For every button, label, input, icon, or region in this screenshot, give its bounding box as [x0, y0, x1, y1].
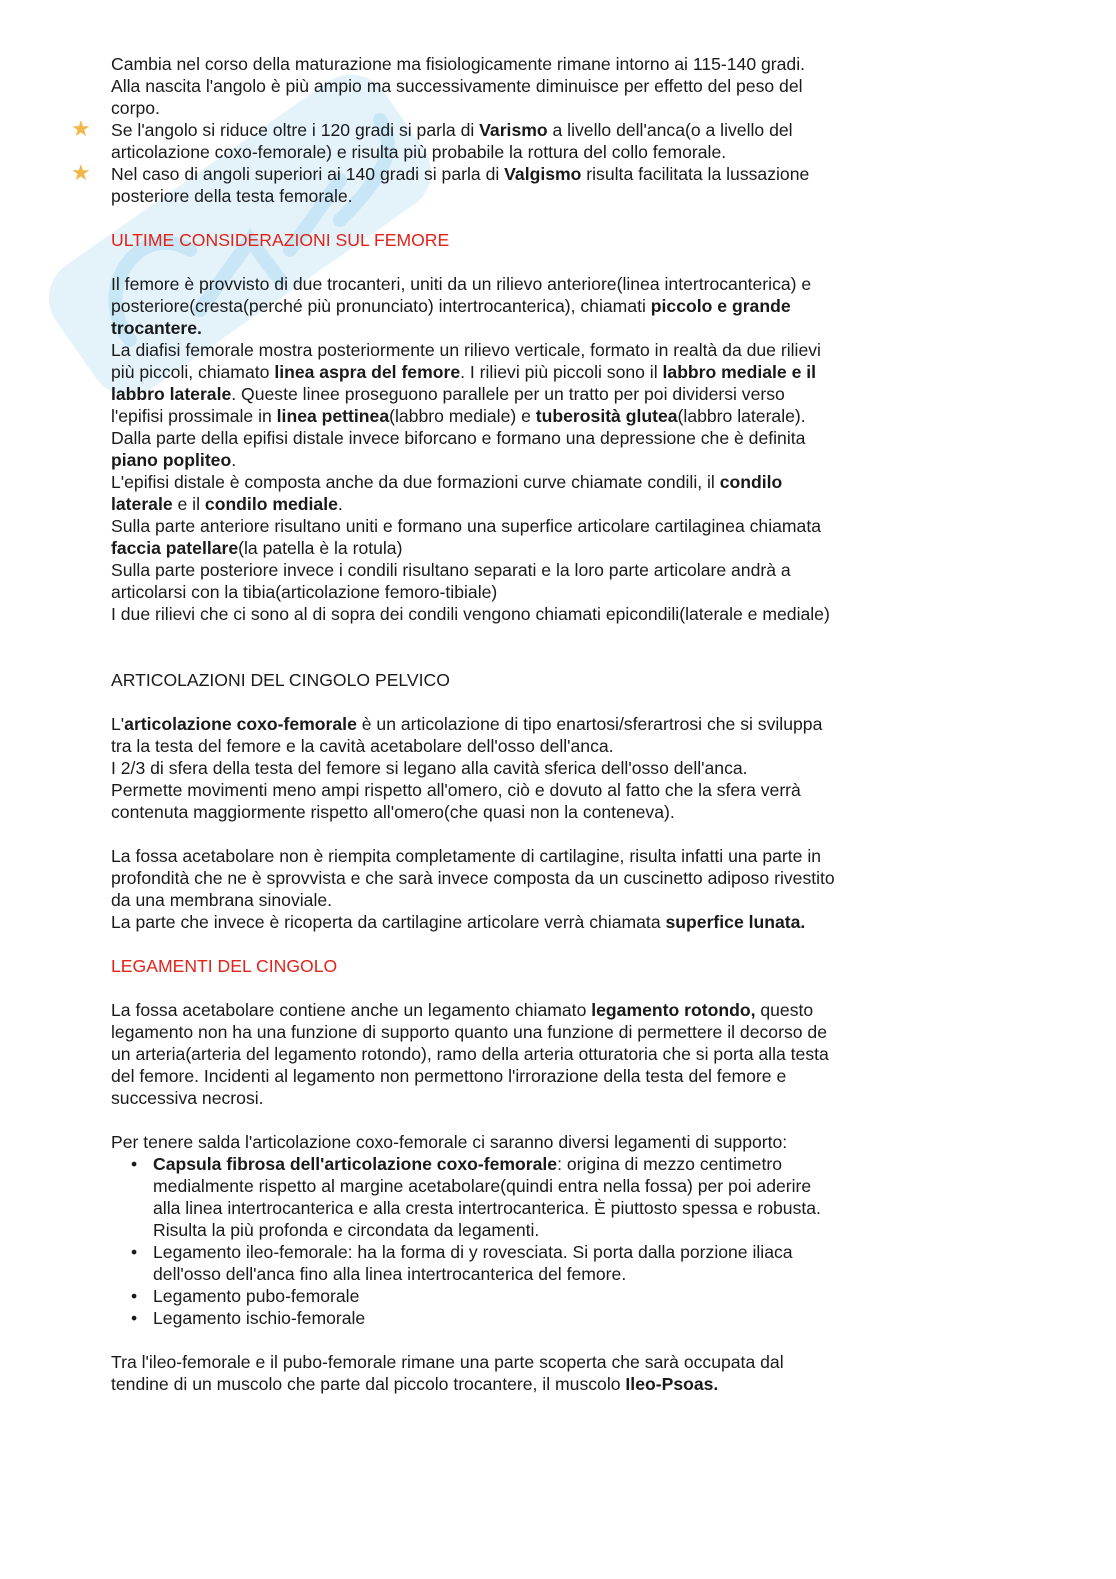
bullet-icon: •	[131, 1154, 138, 1174]
femore-paragraph-4: L'epifisi distale è composta anche da due formazioni curve chiamate condili, il condilo laterale e il condilo mediale.	[111, 472, 783, 514]
legamenti-paragraph-3: Tra l'ileo-femorale e il pubo-femorale rimane una parte scoperta che sarà occupata dal tendine di un muscolo che parte dal piccolo trocantere, il muscolo Ileo-Psoas.	[111, 1352, 784, 1394]
term-valgismo: Valgismo	[504, 164, 582, 184]
varismo-paragraph: ★ Se l'angolo si riduce oltre i 120 gradi si parla di Varismo a livello dell'anca(o a livello del articolazione coxo-femorale) e risulta più probabile la rottura del collo femorale.	[71, 116, 793, 162]
valgismo-paragraph: ★ Nel caso di angoli superiori ai 140 gradi si parla di Valgismo risulta facilitata la lussazione posteriore della testa femorale.	[71, 160, 810, 206]
bullet-icon: •	[131, 1286, 138, 1306]
legamenti-paragraph-2: Per tenere salda l'articolazione coxo-femorale ci saranno diversi legamenti di supporto:	[111, 1132, 788, 1152]
articolazioni-paragraph-4: La fossa acetabolare non è riempita completamente di cartilagine, risulta infatti una parte in profondità che ne è sprovvista e che sarà invece composta da un cuscinetto adiposo rivestito da una membrana sinoviale.	[111, 846, 835, 910]
articolazioni-paragraph-1: L'articolazione coxo-femorale è un articolazione di tipo enartosi/sferartrosi che si sviluppa tra la testa del femore e la cavità acetabolare dell'osso dell'anca.	[111, 714, 823, 756]
articolazioni-paragraph-5: La parte che invece è ricoperta da cartilagine articolare verrà chiamata superfice lunata.	[111, 912, 806, 932]
document-page	[71, 53, 841, 1395]
list-item: • Legamento ileo-femorale: ha la forma di y rovesciata. Si porta dalla porzione iliaca dell'osso dell'anca fino alla linea intertrocanterica del femore.	[131, 1242, 793, 1284]
articolazioni-paragraph-2: I 2/3 di sfera della testa del femore si legano alla cavità sferica dell'osso dell'anca.	[111, 758, 748, 778]
list-item: • Legamento ischio-femorale	[131, 1308, 366, 1328]
section-heading-articolazioni: ARTICOLAZIONI DEL CINGOLO PELVICO	[111, 670, 450, 690]
section-heading-legamenti: LEGAMENTI DEL CINGOLO	[111, 956, 338, 976]
bullet-icon: •	[131, 1308, 138, 1328]
list-item: • Capsula fibrosa dell'articolazione coxo-femorale: origina di mezzo centimetro medialmente rispetto al margine acetabolare(quindi entra nella fossa) per poi aderire alla linea intertrocanterica e alla cresta intertrocanterica. È piuttosto spessa e robusta. Risulta la più profonda e circondata da legamenti.	[131, 1154, 821, 1240]
legamenti-paragraph-1: La fossa acetabolare contiene anche un legamento chiamato legamento rotondo, questo legamento non ha una funzione di supporto quanto una funzione di permettere il decorso de un arteria(arteria del legamento rotondo), ramo della arteria otturatoria che si porta alla testa del femore. Incidenti al legamento non permettono l'irrorazione della testa del femore e successiva necrosi.	[111, 1000, 829, 1108]
femore-paragraph-7: I due rilievi che ci sono al di sopra dei condili vengono chiamati epicondili(laterale e mediale)	[111, 604, 830, 624]
legamenti-list	[111, 1153, 841, 1329]
articolazioni-paragraph-3: Permette movimenti meno ampi rispetto all'omero, ciò e dovuto al fatto che la sfera verrà contenuta maggiormente rispetto all'omero(che quasi non la conteneva).	[111, 780, 801, 822]
bullet-icon: •	[131, 1242, 138, 1262]
femore-paragraph-6: Sulla parte posteriore invece i condili risultano separati e la loro parte articolare andrà a articolarsi con la tibia(articolazione femoro-tibiale)	[111, 560, 791, 602]
section-heading-femore: ULTIME CONSIDERAZIONI SUL FEMORE	[111, 230, 450, 250]
femore-paragraph-1: Il femore è provvisto di due trocanteri, uniti da un rilievo anteriore(linea intertrocanterica) e posteriore(cresta(perché più pronunciato) intertrocanterica), chiamati piccolo e grande trocantere.	[111, 274, 812, 338]
star-icon: ★	[71, 160, 91, 185]
femore-paragraph-5: Sulla parte anteriore risultano uniti e formano una superfice articolare cartilaginea chiamata faccia patellare(la patella è la rotula)	[111, 516, 822, 558]
femore-paragraph-2: La diafisi femorale mostra posteriormente un rilievo verticale, formato in realtà da due rilievi più piccoli, chiamato linea aspra del femore. I rilievi più piccoli sono il labbro mediale e il labbro laterale. Queste linee proseguono parallele per un tratto per poi dividersi verso l'epifisi prossimale in linea pettinea(labbro mediale) e tuberosità glutea(labbro laterale).	[111, 340, 821, 426]
intro-paragraph-1: Cambia nel corso della maturazione ma fisiologicamente rimane intorno ai 115-140 gradi.	[111, 54, 806, 74]
term-varismo: Varismo	[479, 120, 548, 140]
femore-paragraph-3: Dalla parte della epifisi distale invece biforcano e formano una depressione che è definita piano popliteo.	[111, 428, 806, 470]
intro-paragraph-2: Alla nascita l'angolo è più ampio ma successivamente diminuisce per effetto del peso del corpo.	[111, 76, 803, 118]
list-item: • Legamento pubo-femorale	[131, 1286, 360, 1306]
star-icon: ★	[71, 116, 91, 141]
